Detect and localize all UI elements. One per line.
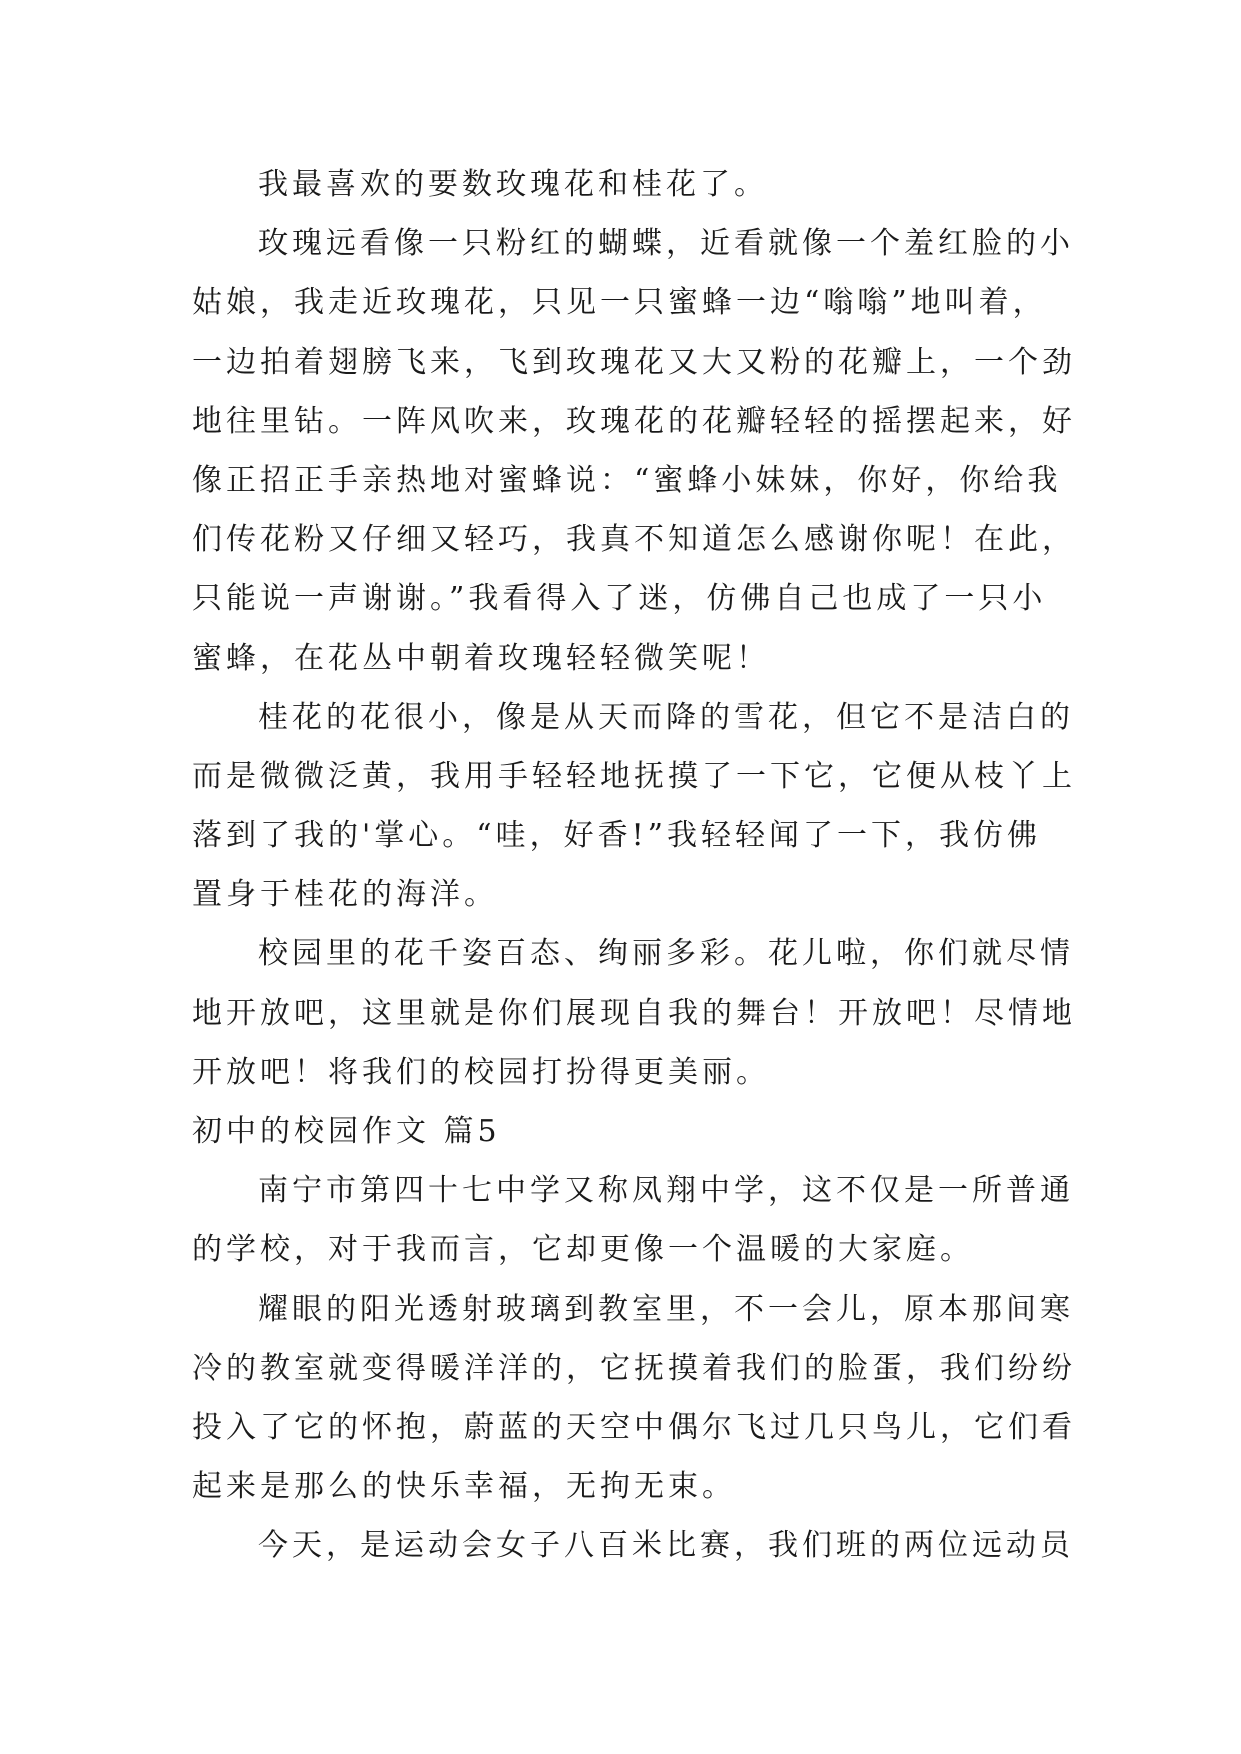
paragraph-line: 只能说一声谢谢。”我看得入了迷，仿佛自己也成了一只小 [192, 581, 1047, 617]
paragraph-line: 而是微微泛黄，我用手轻轻地抚摸了一下它，它便从枝丫上 [192, 758, 1076, 794]
paragraph-line: 像正招正手亲热地对蜜蜂说：“蜜蜂小妹妹，你好，你给我 [192, 462, 1062, 498]
paragraph-line: 起来是那么的快乐幸福，无拘无束。 [192, 1469, 736, 1505]
paragraph-line: 开放吧！将我们的校园打扮得更美丽。 [192, 1054, 770, 1090]
paragraph-line: 一边拍着翅膀飞来，飞到玫瑰花又大又粉的花瓣上，一个劲 [192, 344, 1076, 380]
paragraph-line: 南宁市第四十七中学又称凤翔中学，这不仅是一所普通 [258, 1173, 1074, 1209]
paragraph-line: 投入了它的怀抱，蔚蓝的天空中偶尔飞过几只鸟儿，它们看 [192, 1409, 1076, 1445]
paragraph-line: 玫瑰远看像一只粉红的蝴蝶，近看就像一个羞红脸的小 [258, 226, 1074, 262]
paragraph-line: 姑娘，我走近玫瑰花，只见一只蜜蜂一边“嗡嗡”地叫着， [192, 285, 1047, 321]
document-body [192, 155, 1076, 1576]
paragraph-line: 蜜蜂，在花丛中朝着玫瑰轻轻微笑呢！ [192, 640, 770, 676]
paragraph-line: 我最喜欢的要数玫瑰花和桂花了。 [258, 167, 768, 202]
paragraph-line: 地往里钻。一阵风吹来，玫瑰花的花瓣轻轻的摇摆起来，好 [192, 403, 1076, 439]
section-heading: 初中的校园作文 篇5 [192, 1114, 501, 1149]
paragraph-line: 今天，是运动会女子八百米比赛，我们班的两位远动员 [258, 1528, 1074, 1564]
paragraph-line: 耀眼的阳光透射玻璃到教室里，不一会儿，原本那间寒 [258, 1291, 1074, 1327]
paragraph-line: 们传花粉又仔细又轻巧，我真不知道怎么感谢你呢！在此， [192, 522, 1076, 558]
paragraph-line: 落到了我的'掌心。“哇，好香!”我轻轻闻了一下，我仿佛 [192, 818, 1041, 854]
paragraph-line: 地开放吧，这里就是你们展现自我的舞台！开放吧！尽情地 [192, 995, 1076, 1031]
paragraph-line: 的学校，对于我而言，它却更像一个温暖的大家庭。 [192, 1232, 974, 1268]
paragraph-line: 校园里的花千姿百态、绚丽多彩。花儿啦，你们就尽情 [258, 936, 1074, 972]
paragraph-line: 置身于桂花的海洋。 [192, 877, 498, 913]
paragraph-line: 桂花的花很小，像是从天而降的雪花，但它不是洁白的 [258, 699, 1074, 735]
paragraph-line: 冷的教室就变得暖洋洋的，它抚摸着我们的脸蛋，我们纷纷 [192, 1350, 1076, 1386]
